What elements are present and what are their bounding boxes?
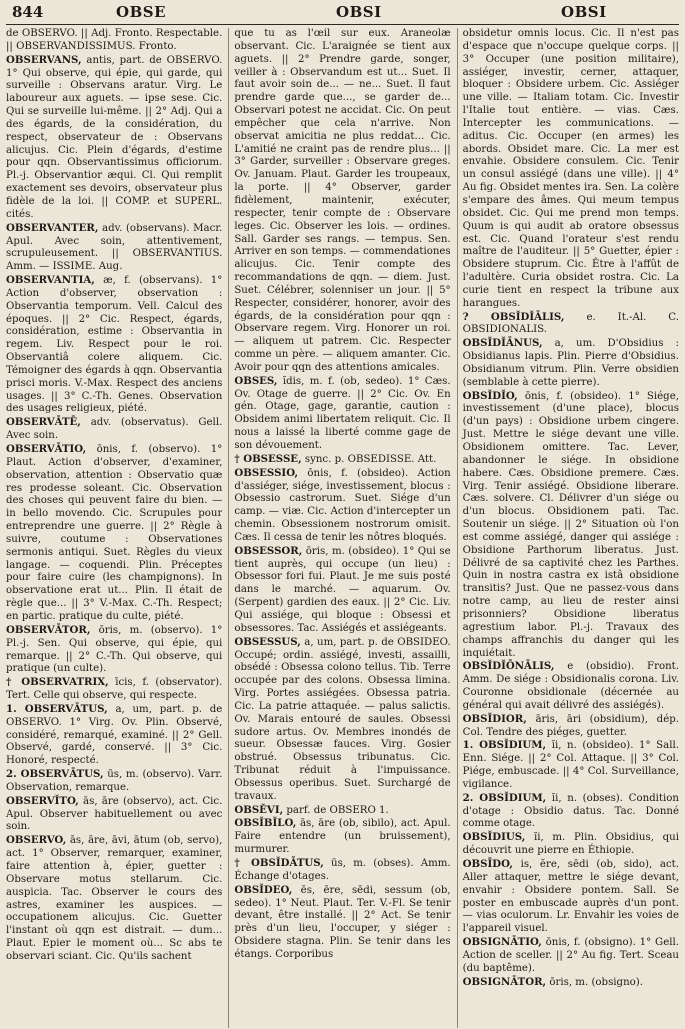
- columns: [6, 28, 679, 1028]
- entry-lemma: 2. OBSERVĀTUS,: [6, 768, 104, 781]
- entry-definition: ĭdis, m. f. (ob, sedeo). 1° Cæs. Ov. Otage de guerre. || 2° Cic. Ov. En gén. Otage, gage, garantie, caution : Obsidem animi libertatem reliquit. Cic. Il nous a laissé la liberté comme gage de son dévouement.: [234, 375, 451, 451]
- entry-lemma: 2. OBSĬDIUM,: [462, 791, 547, 804]
- entry-lemma: OBSERVANTER,: [6, 221, 99, 234]
- entry-definition: ēs, ēre, sēdi, sessum (ob, sedeo). 1° Neut. Plaut. Ter. V.-Fl. Se tenir devant, être installé. || 2° Act. Se tenir près d'un lieu, l'occuper, y siéger : Obsidere stagna. Plin. Se tenir dans les étangs. Corporibus: [234, 884, 451, 960]
- dictionary-entry: [6, 624, 222, 676]
- entry-definition: ĭi, n. (obses). Condition d'otage : Obsidio datus. Tac. Donné comme otage.: [462, 792, 679, 830]
- column-1: [6, 28, 222, 1028]
- entry-lemma: OBSERVĀTĒ,: [6, 416, 81, 429]
- column-2: [228, 28, 450, 1028]
- entry-lemma: OBSĔVI,: [234, 803, 284, 816]
- dictionary-entry: [463, 739, 679, 791]
- dictionary-entry: [463, 792, 679, 832]
- entry-lemma: † OBSERVATRIX,: [6, 676, 109, 689]
- entry-definition: ōris, m. (obsideo). 1° Qui se tient auprès, qui occupe (un lieu) : Obsessor fori fui. Plaut. Je me suis posté dans le marché. — aquarum. Ov. (Serpent) gardien des eaux. || 2° Cic. Liv. Qui assiége, qui bloque : Obsessi et obsessores. Tac. Assiégés et assiégeants.: [234, 545, 451, 634]
- dictionary-entry: [234, 857, 450, 884]
- dictionary-entry: [234, 884, 450, 962]
- dictionary-entry: [6, 28, 222, 54]
- entry-definition: ās, āre (ob, sibilo), act. Apul. Faire entendre (un bruissement), murmurer.: [234, 818, 451, 856]
- dictionary-entry: [6, 768, 222, 795]
- entry-lemma: 1. OBSĬDIUM,: [462, 739, 547, 752]
- dictionary-entry: [463, 311, 679, 338]
- entry-definition: parf. de OBSERO 1.: [286, 804, 389, 816]
- entry-lemma: OBSERVĀTIO,: [6, 443, 87, 455]
- entry-definition: ōris, m. (obsigno).: [549, 976, 643, 988]
- dictionary-entry: [463, 713, 679, 740]
- entry-definition: obsidetur omnis locus. Cic. Il n'est pas d'espace que n'occupe quelque corps. || 3° Occuper (une position militaire), assiéger, investir, cerner, attaquer, bloquer : Obsidere urbem. Cic. Assiéger une ville. — Italiam totam. Cic. Investir l'Italie tout entière. — vias. Cæs. Intercepter les communications. — aditus. Cic. Occuper (en armes) les abords. Obsidet mare. Cic. La mer est envahie. Obsidere consulem. Cic. Tenir un consul assiégé (dans une ville). || 4° Au fig. Obsidet mentes ira. Sen. La colère s'empare des âmes. Qui meum tempus obsidet. Cic. Qui me prend mon temps. Quum is qui audit ab oratore obsessus est. Cic. Quand l'orateur s'est rendu maître de l'auditeur. || 5° Guetter, épier : Obsidere stuprum. Cic. Être à l'affût de l'adultère. Curia obsidet rostra. Cic. La curie tient en respect la tribune aux harangues.: [462, 28, 679, 309]
- entry-definition: ūs, m. (obses). Amm. Échange d'otages.: [234, 858, 451, 882]
- entry-definition: de OBSERVO. || Adj. Fronto. Respectable. || OBSERVANDISSIMUS. Fronto.: [6, 28, 223, 52]
- dictionary-entry: [234, 453, 450, 467]
- entry-definition: īcis, f. (observator). Tert. Celle qui observe, qui respecte.: [6, 677, 223, 702]
- entry-lemma: OBSĪDO,: [462, 858, 513, 870]
- entry-lemma: OBSĬBĬLO,: [234, 817, 297, 830]
- entry-definition: ōnis, f. (obsideo). Action d'assiéger, siége, investissement, blocus : Obsessio castrorum. Suet. Siége d'un camp. — viæ. Cic. Action d'intercepter un chemin. Obsessionem nostrorum omisit. Cæs. Il cessa de tenir les nôtres bloqués.: [234, 467, 451, 543]
- entry-lemma: OBSERVĬTO,: [6, 794, 79, 807]
- entry-definition: a, um, part. p. de OBSIDEO. Occupé; ordin. assiégé, investi, assailli, obsédé : Obsessa colono tellus. Tib. Terre occupée par des colons. Obsessa limina. Virg. Portes assiégées. Obsessa patria. Cic. La patrie attaquée. — palus salictis. Ov. Marais entouré de saules. Obsessi sudore artus. Ov. Membres inondés de sueur. Obsessæ fauces. Virg. Gosier obstrué. Obsessus tribunatus. Cic. Tribunat réduit à l'impuissance. Obsessus operibus. Suet. Surchargé de travaux.: [234, 636, 451, 802]
- entry-lemma: 1. OBSERVĀTUS,: [6, 702, 108, 715]
- entry-lemma: OBSĬDIUS,: [462, 831, 526, 844]
- entry-definition: ĭi, m. Plin. Obsidius, qui découvrit une pierre en Éthiopie.: [462, 832, 679, 857]
- entry-definition: is, ĕre, sēdi (ob, sido), act. Aller attaquer, mettre le siége devant, envahir : Obsidere pontem. Sall. Se poster en embuscade auprès d'un pont. — vias oculorum. Lr. Envahir les voies de l'appareil visuel.: [462, 859, 679, 935]
- dictionary-entry: [6, 443, 222, 624]
- dictionary-entry: [234, 375, 450, 453]
- entry-lemma: OBSIGNĀTOR,: [462, 975, 547, 988]
- entry-definition: e. It.-Al. C. OBSIDIONALIS.: [462, 311, 679, 336]
- entry-definition: ōnis, f. (observo). 1° Plaut. Action d'observer, d'examiner, observation, attention : Observatio quæ res prodesse soleant. Cic. Observation des choses qui peuvent faire du bien. — in bello movendo. Cic. Scrupules pour entreprendre une guerre. || 2° Règle à suivre, coutume : Observationes sermonis antiqui. Suet. Règles du vieux langage. — coquendi. Plin. Préceptes pour faire cuire (les champignons). In observatione erat ut... Plin. Il était de règle que... || 3° V.-Max. C.-Th. Respect; en partic. pratique du culte, piété.: [6, 444, 223, 622]
- dictionary-entry: [234, 804, 450, 818]
- dictionary-entry: [6, 676, 222, 703]
- entry-lemma: OBSERVĀTOR,: [6, 623, 91, 636]
- dictionary-entry: [463, 831, 679, 858]
- entry-definition: ōris, m. (observo). 1° Pl.-j. Sen. Qui observe, qui épie, qui remarque. || 2° C.-Th. Qui observe, qui pratique (un culte).: [6, 624, 223, 675]
- entry-definition: antis, part. de OBSERVO. 1° Qui observe, qui épie, qui garde, qui surveille : Observans aratur. Virg. Le laboureur aux aguets. — ipse sese. Cic. Qui se surveille lui-même. || 2° Adj. Qui a des égards, de la considération, du respect, observateur de : Observans alicujus. Cic. Plein d'égards, d'estime pour qqn. Observantissimus officiorum. Pl.-j. Observantior æqui. Cl. Qui remplit exactement ses devoirs, observateur plus fidèle de la loi. || COMP. et SUPERL. cités.: [6, 54, 223, 220]
- dictionary-entry: [234, 636, 450, 804]
- dictionary-entry: [6, 222, 222, 274]
- entry-definition: a, um, part. p. de OBSERVO. 1° Virg. Ov. Plin. Observé, considéré, remarqué, examiné. || 2° Gell. Observé, gardé, conservé. || 3° Cic. Honoré, respecté.: [6, 703, 223, 767]
- entry-definition: ūs, m. (observo). Varr. Observation, remarque.: [6, 769, 223, 793]
- entry-lemma: OBSESSOR,: [234, 544, 303, 557]
- entry-lemma: OBSES,: [234, 374, 278, 387]
- entry-lemma: OBSERVO,: [6, 834, 67, 847]
- dictionary-entry: [463, 936, 679, 976]
- dictionary-entry: [6, 54, 222, 222]
- entry-definition: sync. p. OBSEDISSE. Att.: [304, 453, 437, 465]
- dictionary-entry: [463, 660, 679, 712]
- dictionary-entry: [463, 858, 679, 936]
- page-header: [6, 0, 679, 25]
- entry-lemma: † OBSĬDĀTUS,: [234, 857, 324, 869]
- running-head-right: OBSI: [561, 3, 607, 21]
- entry-lemma: OBSĬDĬĀNUS,: [462, 337, 543, 350]
- page-number: 844: [12, 3, 44, 21]
- entry-definition: que tu as l'œil sur eux. Araneolæ observant. Cic. L'araignée se tient aux aguets. || 2° Prendre garde, songer, veiller à : Observandum est ut... Suet. Il faut avoir soin de... — ne... Suet. Il faut prendre garde que..., se garder de... Observari potest ne accidat. Cic. On peut empêcher que cela n'arrive. Non observat amicitia ne plus reddat... Cic. L'amitié ne craint pas de rendre plus... || 3° Garder, surveiller : Observare greges. Ov. Januam. Plaut. Garder les troupeaux, la porte. || 4° Observer, garder fidèlement, maintenir, exécuter, respecter, tenir compte de : Observare leges. Cic. Observer les lois. — ordines. Sall. Garder ses rangs. — tempus. Sen. Arriver en son temps. — commendationes alicujus. Cic. Tenir compte des recommandations de qqn. — diem. Just. Suet. Célébrer, solenniser un jour. || 5° Respecter, considérer, honorer, avoir des égards, de la considération pour qqn : Observare regem. Virg. Honorer un roi. — aliquem ut patrem. Cic. Respecter comme un père. — aliquem amanter. Cic. Avoir pour qqn des attentions amicales.: [234, 28, 451, 373]
- entry-definition: ās, āre, āvi, ātum (ob, servo), act. 1° Observer, remarquer, examiner, faire attention à, épier, guetter : Observare motus stellarum. Cic. auspicia. Tac. Observer le cours des astres, examiner les auspices. — occupationem alicujus. Cic. Guetter l'instant où qqn est distrait. — dum... Plaut. Epier le moment où... Sc abs te observari sciant. Cic. Qu'ils sachent: [6, 835, 223, 962]
- running-head-left: OBSE: [116, 3, 167, 21]
- entry-lemma: OBSĬDIOR,: [462, 712, 527, 725]
- entry-definition: ĭi, n. (obsideo). 1° Sall. Enn. Siége. || 2° Col. Attaque. || 3° Col. Piége, embuscade. || 4° Col. Surveillance, vigilance.: [462, 740, 679, 790]
- entry-definition: āris, āri (obsidium), dép. Col. Tendre des piéges, guetter.: [462, 713, 679, 738]
- dictionary-entry: [234, 467, 450, 545]
- entry-lemma: OBSIGNĀTIO,: [462, 936, 542, 949]
- entry-definition: æ, f. (observans). 1° Action d'observer, observation : Observantia temporum. Vell. Calcul des époques. || 2° Cic. Respect, égards, considération, estime : Observantia in regem. Liv. Respect pour le roi. Observantiâ colere aliquem. Cic. Témoigner des égards à qqn. Observantia prisci moris. V.-Max. Respect des anciens usages. || 3° C.-Th. Genes. Observation des usages religieux, piété.: [6, 275, 223, 415]
- entry-lemma: OBSESSUS,: [234, 635, 301, 648]
- dictionary-entry: [463, 976, 679, 990]
- dictionary-entry: [234, 817, 450, 857]
- entry-definition: e (obsidio). Front. Amm. De siége : Obsidionalis corona. Liv. Couronne obsidionale (décernée au général qui avait délivré des assiégés).: [462, 661, 679, 711]
- dictionary-entry: [6, 274, 222, 416]
- dictionary-entry: [234, 28, 450, 375]
- dictionary-entry: [6, 416, 222, 443]
- entry-lemma: ? OBSĬDĬĀLIS,: [462, 310, 565, 323]
- column-3: [457, 28, 679, 1028]
- dictionary-entry: [6, 834, 222, 963]
- entry-definition: ās, āre (observo), act. Cic. Apul. Observer habituellement ou avec soin.: [6, 795, 223, 833]
- entry-lemma: OBSĬDĬŌNĀLIS,: [462, 660, 555, 673]
- dictionary-entry: [463, 337, 679, 389]
- dictionary-entry: [463, 390, 679, 661]
- entry-definition: ōnis, f. (obsigno). 1° Gell. Action de sceller. || 2° Au fig. Tert. Sceau (du baptême).: [462, 937, 679, 974]
- entry-lemma: OBSESSIO,: [234, 466, 299, 479]
- running-head-middle: OBSI: [336, 3, 382, 21]
- entry-lemma: OBSERVANS,: [6, 53, 82, 66]
- entry-definition: adv. (observatus). Gell. Avec soin.: [6, 417, 223, 442]
- entry-lemma: † OBSESSE,: [234, 452, 302, 465]
- dictionary-entry: [234, 545, 450, 636]
- entry-definition: a, um. D'Obsidius : Obsidianus lapis. Plin. Pierre d'Obsidius. Obsidianum vitrum. Plin. Verre obsidien (semblable à cette pierre).: [462, 338, 679, 388]
- entry-definition: adv. (observans). Macr. Apul. Avec soin, attentivement, scrupuleusement. || OBSERVANTIUS. Amm. — ISSIME. Aug.: [6, 222, 223, 273]
- dictionary-entry: [6, 703, 222, 768]
- entry-lemma: OBSĬDEO,: [234, 883, 293, 896]
- entry-definition: ōnis, f. (obsideo). 1° Siége, investissement (d'une place), blocus (d'un pays) : Obsidione urbem cingere. Just. Mettre le siége devant une ville. Obsidionem omittere. Tac. Lever, abandonner le siége. In obsidione habere. Cæs. Obsidione premere. Cæs. Virg. Tenir assiégé. Obsidione liberare. Cæs. solvere. Cl. Délivrer d'un siége ou d'un blocus. Obsidionem pati. Tac. Soutenir un siége. || 2° Situation où l'on est comme assiégé, danger qui assiége : Obsidione Parthorum liberatus. Just. Délivré de sa captivité chez les Parthes. Quin in nostra castra ex istâ obsidione transitis? Just. Que ne passez-vous dans notre camp, au lieu de rester ainsi prisonniers? Obsidione liberatus agrestium labor. Pl.-j. Travaux des champs affranchis du danger qui les inquiétait.: [462, 390, 679, 659]
- entry-lemma: OBSERVANTIA,: [6, 274, 95, 287]
- entry-lemma: OBSĬDĬO,: [462, 389, 518, 402]
- dictionary-entry: [6, 795, 222, 835]
- dictionary-entry: [463, 28, 679, 311]
